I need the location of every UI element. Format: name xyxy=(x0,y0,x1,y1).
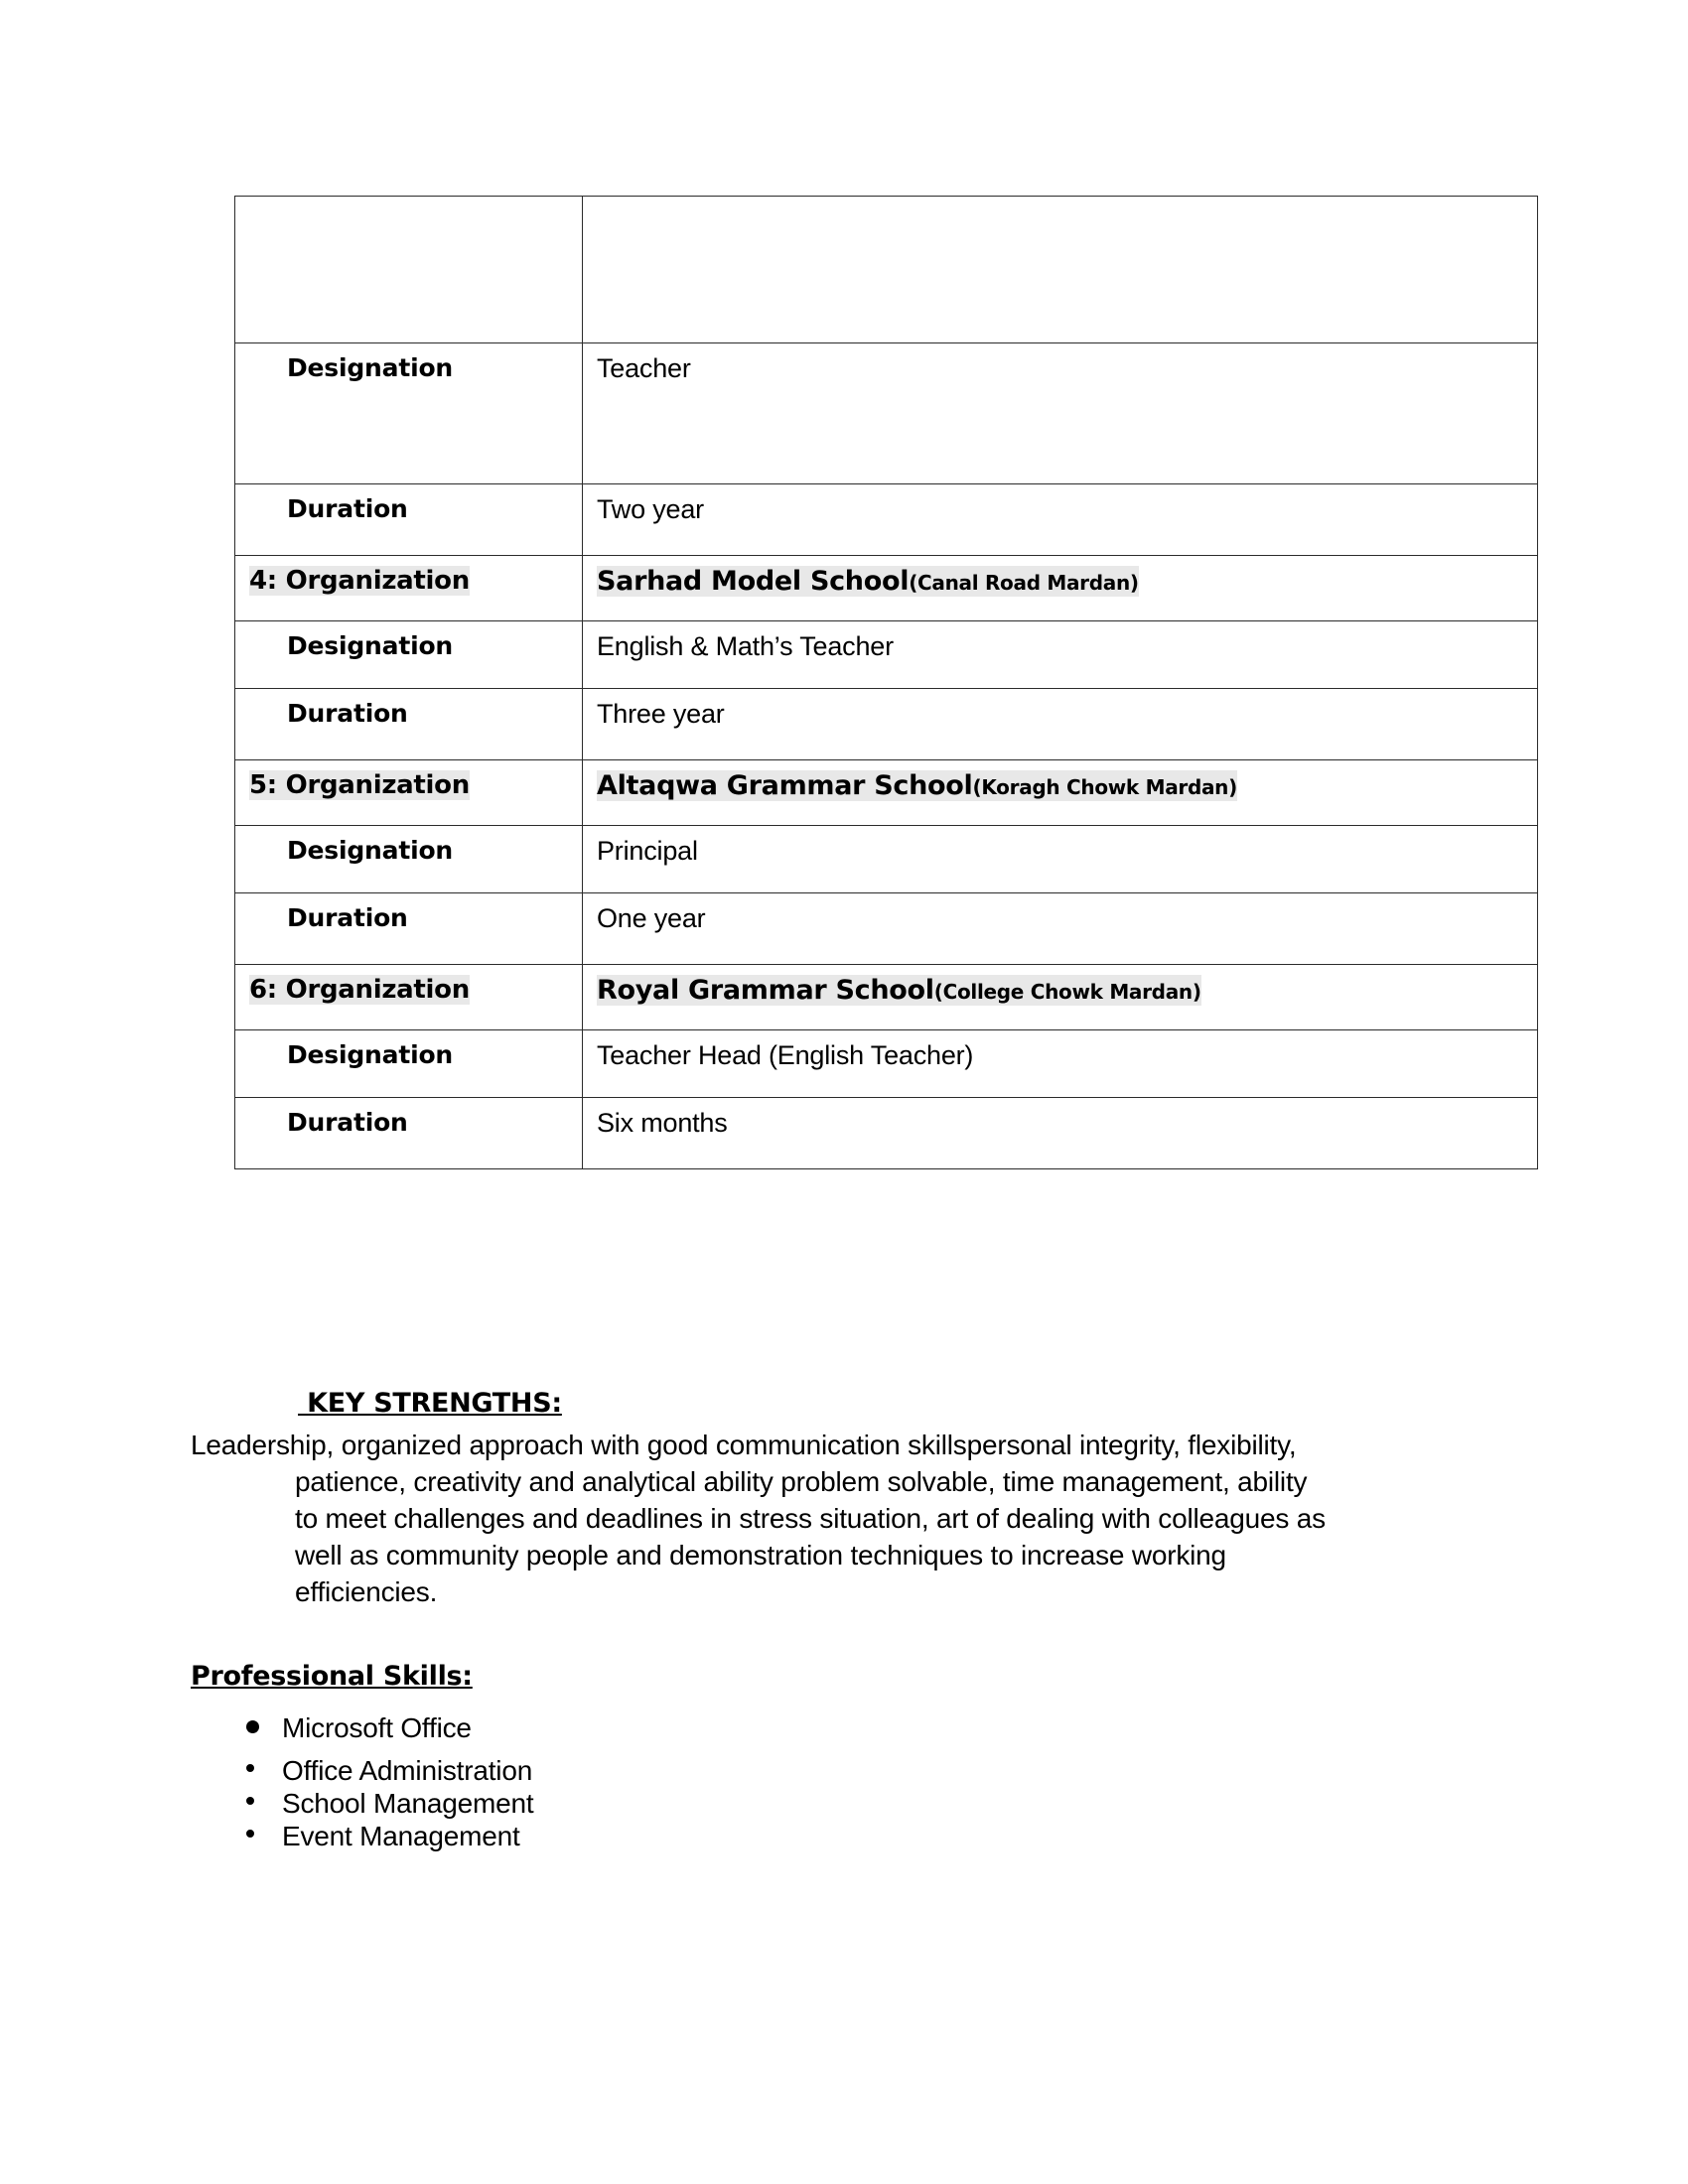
table-row-organization xyxy=(235,965,1538,1030)
table-row xyxy=(235,1030,1538,1098)
skill-label: Office Administration xyxy=(282,1755,533,1786)
table-row xyxy=(235,893,1538,965)
key-strengths-line: efficiencies. xyxy=(295,1576,438,1607)
table-cell-value xyxy=(583,484,1538,556)
row-value: Six months xyxy=(597,1108,728,1138)
table-cell-value xyxy=(583,1030,1538,1098)
table-row xyxy=(235,197,1538,343)
table-cell-label xyxy=(235,621,583,689)
table-cell-value xyxy=(583,556,1538,621)
table-cell-label xyxy=(235,760,583,826)
organization-name: Sarhad Model School xyxy=(597,566,910,597)
table-cell-value xyxy=(583,343,1538,484)
row-label: Designation xyxy=(287,353,454,382)
row-value: One year xyxy=(597,903,706,933)
list-item xyxy=(230,1821,925,1852)
table-cell-label xyxy=(235,1098,583,1169)
key-strengths-line: Leadership, organized approach with good communication skillspersonal integrity, flexibility, xyxy=(191,1430,1297,1460)
table-cell-label xyxy=(235,965,583,1030)
bullet-small-icon xyxy=(230,1757,282,1785)
row-label: Designation xyxy=(287,1040,454,1069)
key-strengths-line: patience, creativity and analytical ability problem solvable, time management, ability xyxy=(295,1466,1308,1497)
row-label: Designation xyxy=(287,631,454,660)
key-strengths-heading: KEY STRENGTHS: xyxy=(298,1388,562,1419)
organization-name: Royal Grammar School xyxy=(597,975,934,1006)
experience-table-body xyxy=(235,197,1538,1169)
organization-number-label: 5: Organization xyxy=(249,770,470,800)
table-cell-value xyxy=(583,826,1538,893)
table-row xyxy=(235,826,1538,893)
bullet-large-icon xyxy=(230,1714,282,1742)
row-label: Duration xyxy=(287,1108,408,1137)
row-label: Duration xyxy=(287,699,408,728)
table-cell-value xyxy=(583,1098,1538,1169)
organization-name-highlight xyxy=(597,975,1201,1006)
table-cell-label xyxy=(235,1030,583,1098)
row-label: Designation xyxy=(287,836,454,865)
row-value: Teacher xyxy=(597,353,691,383)
organization-location: (Canal Road Mardan) xyxy=(909,571,1139,595)
table-row xyxy=(235,621,1538,689)
table-cell-label xyxy=(235,197,583,343)
row-value: Teacher Head (English Teacher) xyxy=(597,1040,974,1070)
table-cell-value xyxy=(583,621,1538,689)
bullet-small-icon xyxy=(230,1790,282,1818)
list-item xyxy=(230,1788,925,1820)
table-cell-value xyxy=(583,965,1538,1030)
organization-name-highlight xyxy=(597,566,1139,597)
skill-label: Event Management xyxy=(282,1821,520,1851)
list-item xyxy=(230,1755,925,1787)
organization-name: Altaqwa Grammar School xyxy=(597,770,973,801)
table-cell-label xyxy=(235,826,583,893)
skill-label: Microsoft Office xyxy=(282,1712,472,1743)
professional-skills-list xyxy=(230,1712,925,1853)
table-row-organization xyxy=(235,556,1538,621)
table-cell-value xyxy=(583,197,1538,343)
skill-label: School Management xyxy=(282,1788,534,1819)
table-cell-label xyxy=(235,556,583,621)
row-label: Duration xyxy=(287,494,408,523)
table-cell-label xyxy=(235,484,583,556)
organization-number-label: 6: Organization xyxy=(249,975,470,1005)
professional-skills-heading: Professional Skills: xyxy=(191,1661,473,1692)
table-cell-value xyxy=(583,893,1538,965)
row-value: Three year xyxy=(597,699,725,729)
list-item xyxy=(230,1712,925,1744)
key-strengths-line: well as community people and demonstration techniques to increase working xyxy=(295,1540,1226,1570)
row-value: English & Math’s Teacher xyxy=(597,631,894,661)
table-cell-value xyxy=(583,689,1538,760)
table-cell-label xyxy=(235,893,583,965)
table-cell-label xyxy=(235,689,583,760)
key-strengths-line: to meet challenges and deadlines in stress situation, art of dealing with colleagues as xyxy=(295,1503,1326,1534)
bullet-small-icon xyxy=(230,1823,282,1850)
table-row-organization xyxy=(235,760,1538,826)
table-cell-value xyxy=(583,760,1538,826)
organization-location: (Koragh Chowk Mardan) xyxy=(972,775,1237,799)
organization-number-label: 4: Organization xyxy=(249,566,470,596)
organization-location: (College Chowk Mardan) xyxy=(933,980,1201,1004)
row-value: Principal xyxy=(597,836,698,866)
row-value: Two year xyxy=(597,494,704,524)
key-strengths-paragraph xyxy=(191,1427,1467,1610)
organization-name-highlight xyxy=(597,770,1237,801)
table-row xyxy=(235,343,1538,484)
table-row xyxy=(235,1098,1538,1169)
row-label: Duration xyxy=(287,903,408,932)
table-row xyxy=(235,689,1538,760)
table-row xyxy=(235,484,1538,556)
experience-table xyxy=(234,196,1538,1169)
table-cell-label xyxy=(235,343,583,484)
